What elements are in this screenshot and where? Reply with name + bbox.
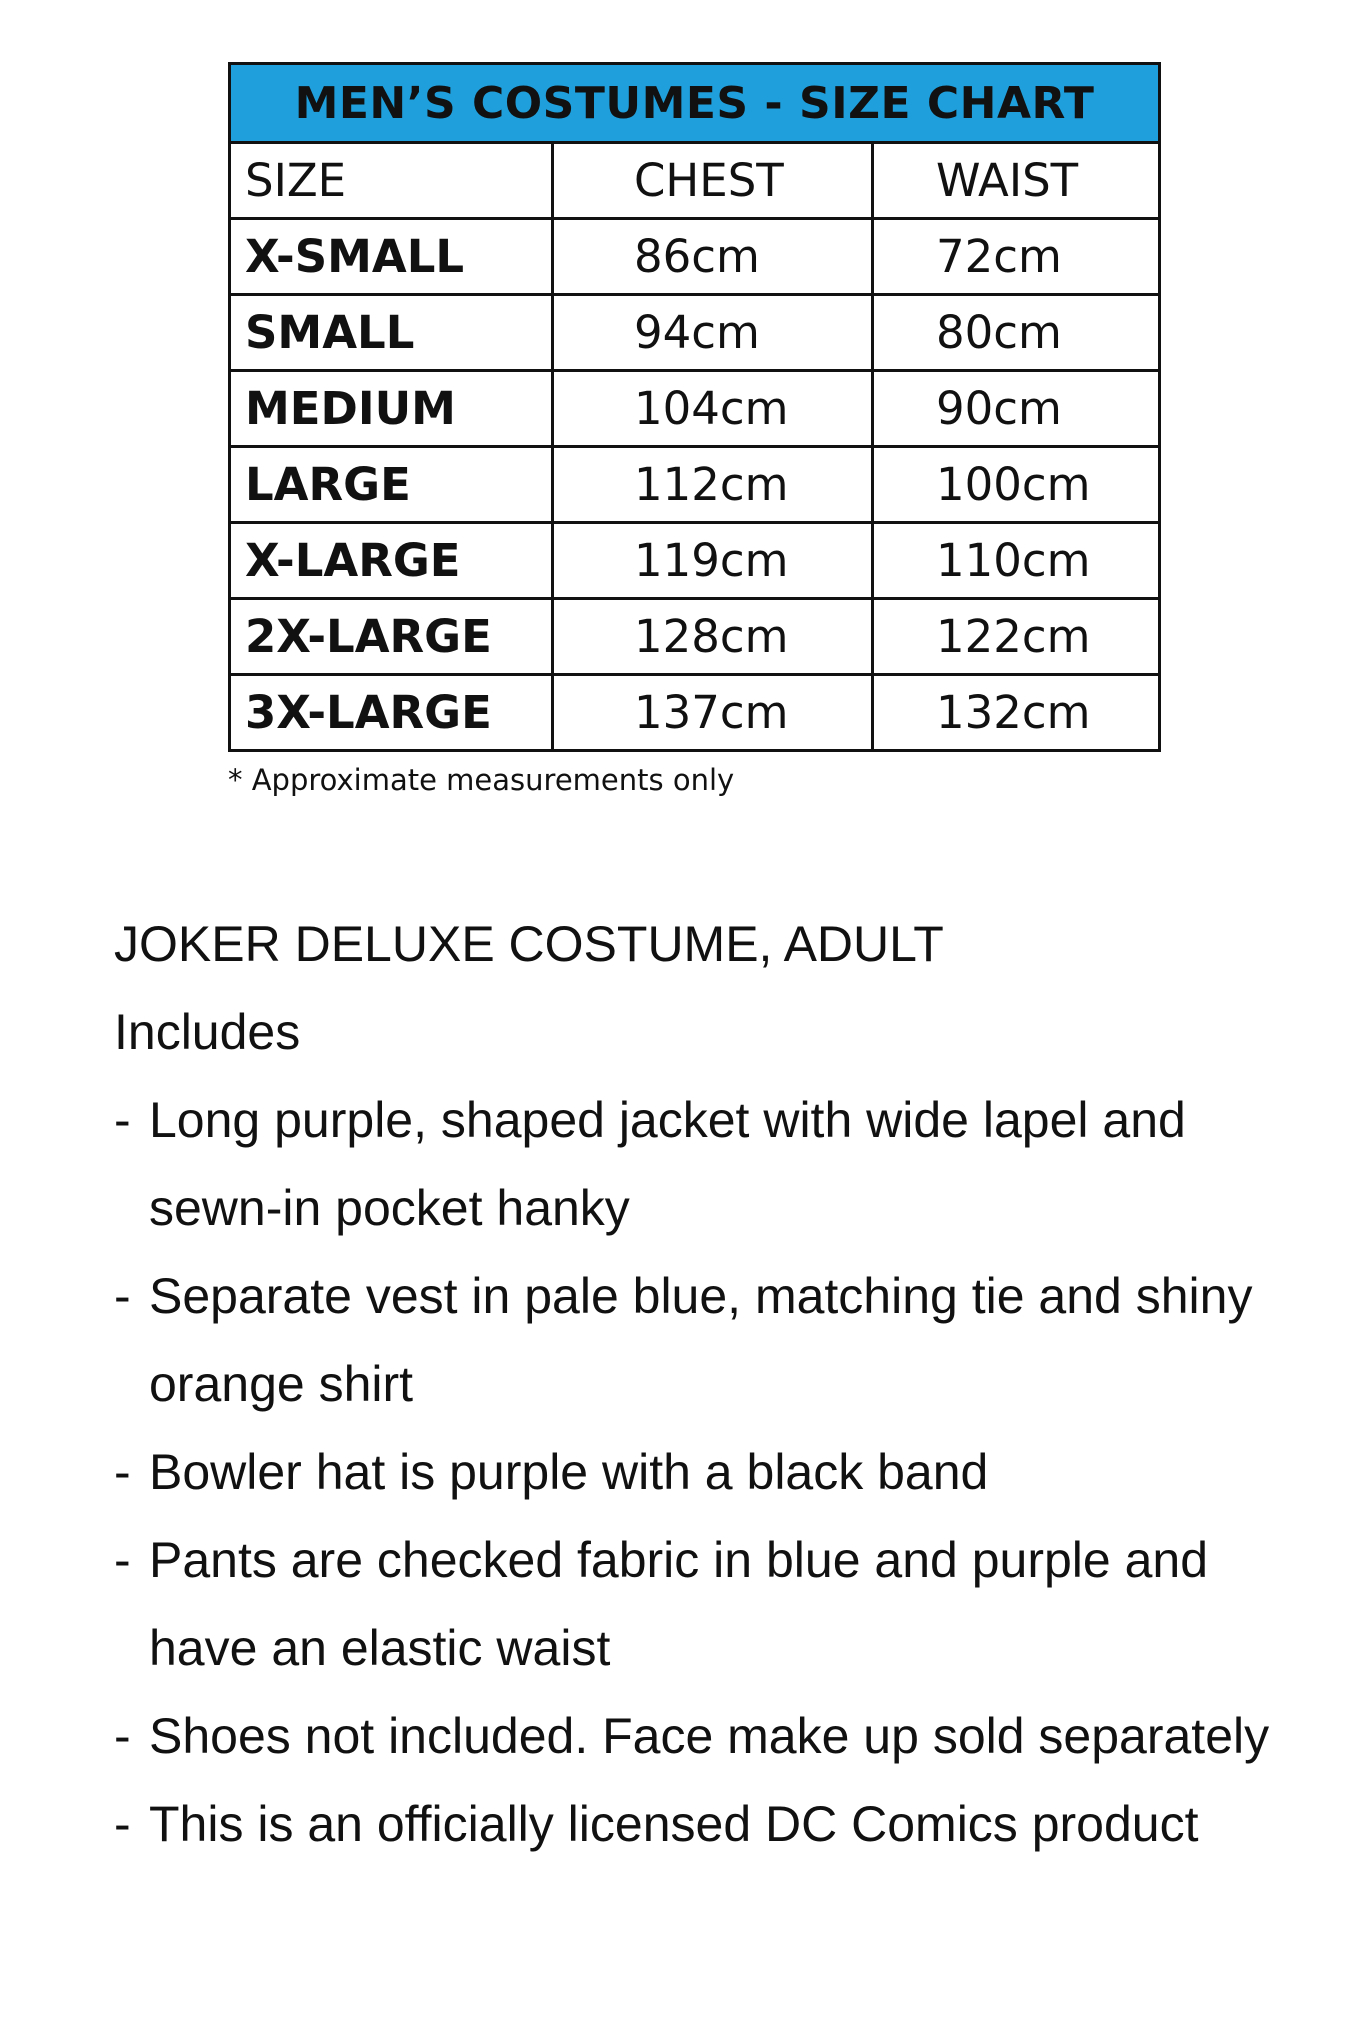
size-chart-footnote: * Approximate measurements only <box>228 763 735 797</box>
product-description <box>114 900 1314 1868</box>
list-item-text: Separate vest in pale blue, matching tie and shiny orange shirt <box>149 1268 1253 1412</box>
bullet-dash: - <box>114 1796 131 1852</box>
size-chart-header-row <box>230 143 1160 219</box>
size-cell: 2X-LARGE <box>230 599 553 675</box>
chest-cell: 86cm <box>553 219 873 295</box>
waist-cell: 80cm <box>873 295 1160 371</box>
chest-cell: 137cm <box>553 675 873 751</box>
list-item <box>114 1428 1314 1516</box>
column-header-size: SIZE <box>230 143 553 219</box>
bullet-dash: - <box>114 1708 131 1764</box>
list-item <box>114 1692 1314 1780</box>
size-chart-title: MEN’S COSTUMES - SIZE CHART <box>230 64 1160 143</box>
chest-cell: 104cm <box>553 371 873 447</box>
table-row <box>230 523 1160 599</box>
list-item-text: Long purple, shaped jacket with wide lapel and sewn-in pocket hanky <box>149 1092 1186 1236</box>
includes-label: Includes <box>114 1004 301 1060</box>
table-row <box>230 675 1160 751</box>
size-chart-table <box>228 62 1161 752</box>
list-item-text: Pants are checked fabric in blue and purple and have an elastic waist <box>149 1532 1209 1676</box>
bullet-dash: - <box>114 1092 131 1148</box>
includes-list <box>114 1076 1314 1868</box>
waist-cell: 110cm <box>873 523 1160 599</box>
product-title: JOKER DELUXE COSTUME, ADULT <box>114 916 944 972</box>
size-cell: X-SMALL <box>230 219 553 295</box>
column-header-chest: CHEST <box>553 143 873 219</box>
size-cell: LARGE <box>230 447 553 523</box>
size-cell: 3X-LARGE <box>230 675 553 751</box>
chest-cell: 128cm <box>553 599 873 675</box>
table-row <box>230 295 1160 371</box>
list-item <box>114 1780 1314 1868</box>
list-item-text: Bowler hat is purple with a black band <box>149 1444 989 1500</box>
list-item-text: Shoes not included. Face make up sold separately <box>149 1708 1270 1764</box>
table-row <box>230 447 1160 523</box>
chest-cell: 112cm <box>553 447 873 523</box>
waist-cell: 132cm <box>873 675 1160 751</box>
list-item <box>114 1076 1314 1252</box>
table-row <box>230 371 1160 447</box>
column-header-waist: WAIST <box>873 143 1160 219</box>
waist-cell: 122cm <box>873 599 1160 675</box>
chest-cell: 119cm <box>553 523 873 599</box>
size-cell: MEDIUM <box>230 371 553 447</box>
size-cell: X-LARGE <box>230 523 553 599</box>
size-cell: SMALL <box>230 295 553 371</box>
bullet-dash: - <box>114 1268 131 1324</box>
list-item <box>114 1516 1314 1692</box>
chest-cell: 94cm <box>553 295 873 371</box>
waist-cell: 72cm <box>873 219 1160 295</box>
list-item <box>114 1252 1314 1428</box>
table-row <box>230 599 1160 675</box>
waist-cell: 100cm <box>873 447 1160 523</box>
bullet-dash: - <box>114 1444 131 1500</box>
list-item-text: This is an officially licensed DC Comics product <box>149 1796 1199 1852</box>
waist-cell: 90cm <box>873 371 1160 447</box>
table-row <box>230 219 1160 295</box>
bullet-dash: - <box>114 1532 131 1588</box>
